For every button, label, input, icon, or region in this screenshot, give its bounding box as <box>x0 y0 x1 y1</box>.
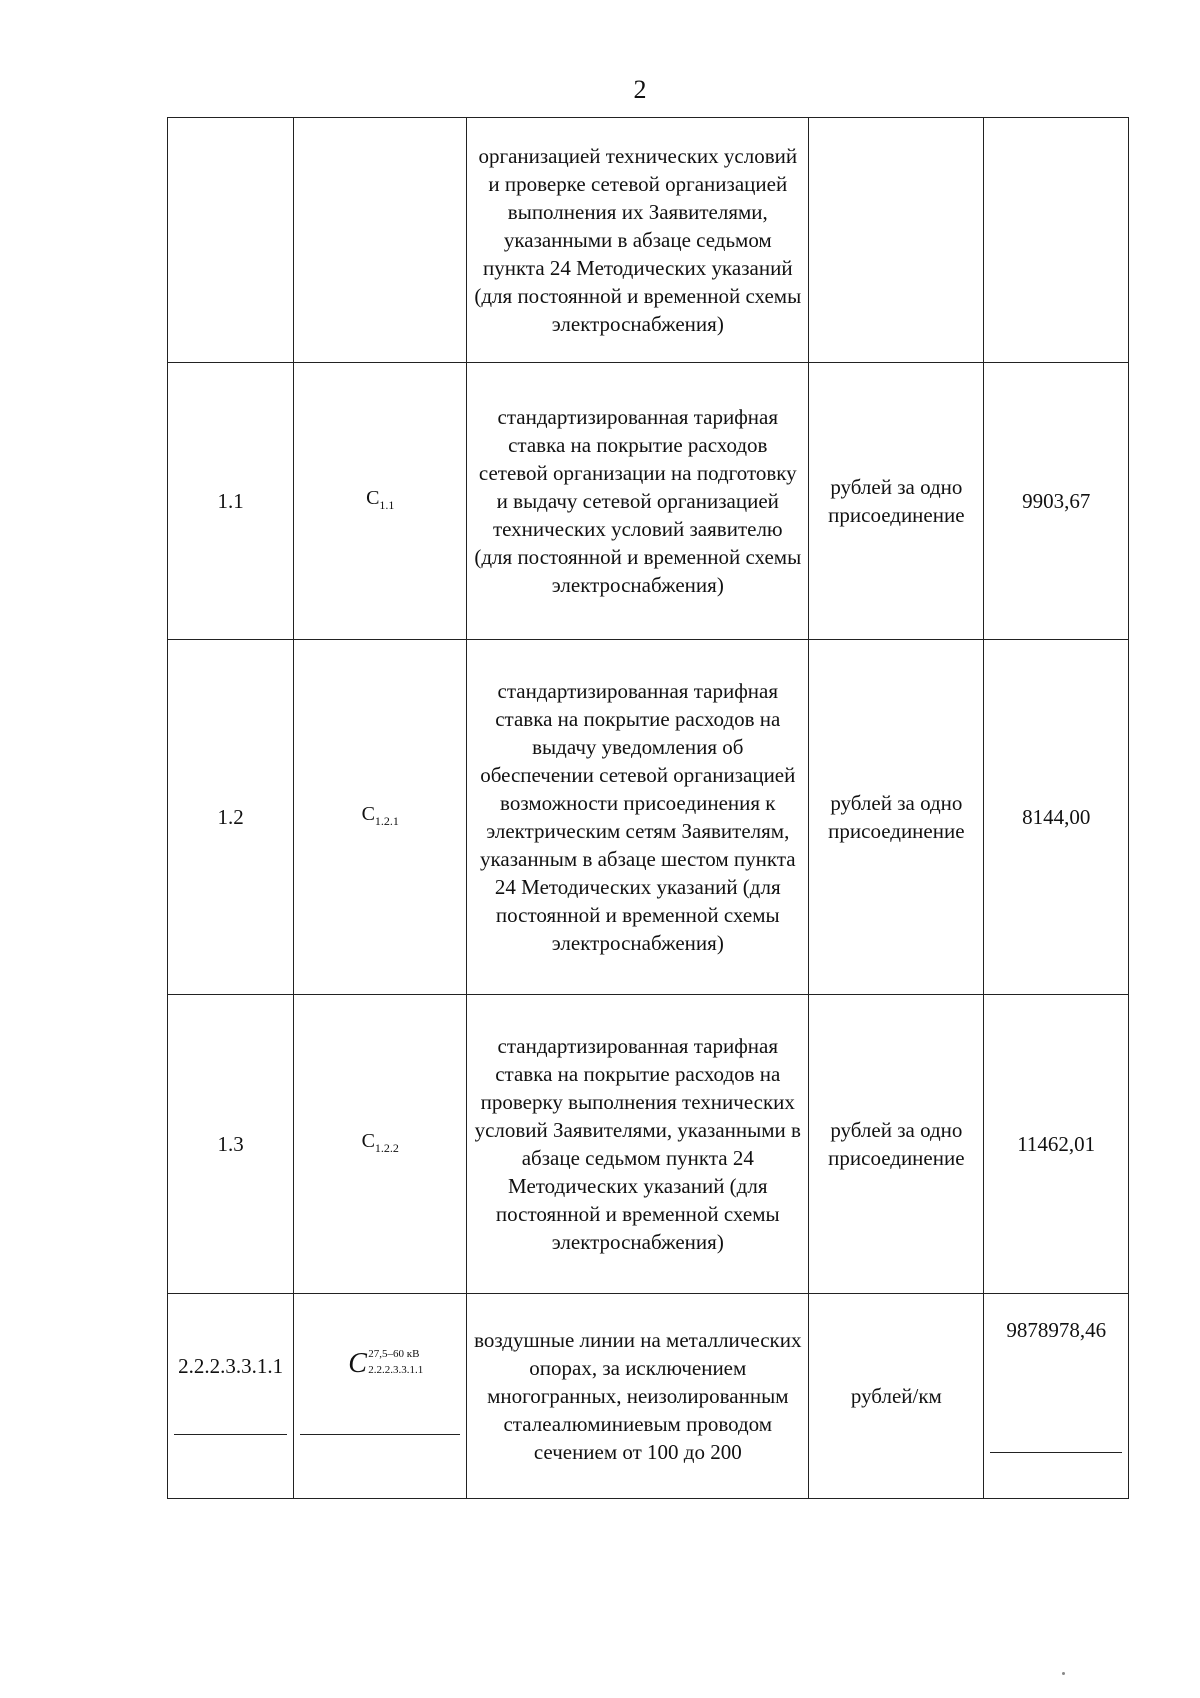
rate-code-superscript: 27,5–60 кВ <box>368 1348 420 1360</box>
rate-code <box>366 487 395 512</box>
unit-cell: рублей/км <box>809 1294 984 1499</box>
rate-code-base: C <box>366 487 380 509</box>
description-cell: стандартизированная тарифная ставка на покрытие расходов на проверку выполнения технических условий Заявителями, указанными в абзаце седьмом пункта 24 Методических указаний (для постоянной и временной схемы электроснабжения) <box>467 995 809 1294</box>
rate-code-subscript: 1.1 <box>379 498 395 512</box>
value-cell: 9903,67 <box>984 363 1129 640</box>
code-cell <box>294 1294 467 1499</box>
rate-formula <box>330 1346 430 1386</box>
row-number: 2.2.2.3.3.1.1 <box>174 1298 287 1435</box>
unit-cell: рублей за одно присоединение <box>809 995 984 1294</box>
value-cell <box>984 118 1129 363</box>
code-cell <box>294 640 467 995</box>
row-number-cell <box>168 1294 294 1499</box>
code-cell <box>294 118 467 363</box>
unit-cell: рублей за одно присоединение <box>809 640 984 995</box>
code-cell <box>294 363 467 640</box>
rate-code-subscript: 1.2.2 <box>374 1141 399 1155</box>
rate-code-base: C <box>361 803 375 825</box>
row-number-cell: 1.1 <box>168 363 294 640</box>
table-row <box>168 363 1129 640</box>
code-cell <box>294 995 467 1294</box>
table-row <box>168 640 1129 995</box>
value-cell <box>984 1294 1129 1499</box>
row-number-cell: 1.2 <box>168 640 294 995</box>
table-row <box>168 1294 1129 1499</box>
value: 9878978,46 <box>990 1298 1122 1453</box>
unit-cell: рублей за одно присоединение <box>809 363 984 640</box>
description-cell: стандартизированная тарифная ставка на покрытие расходов сетевой организации на подготовку и выдачу сетевой организацией технических условий заявителю (для постоянной и временной схемы электроснабжения) <box>467 363 809 640</box>
scan-speck <box>1062 1672 1065 1675</box>
rate-code-base: C <box>361 1130 375 1152</box>
page-number: 2 <box>633 75 647 104</box>
rate-code <box>361 803 399 828</box>
rate-code-subscript: 2.2.2.3.3.1.1 <box>368 1364 424 1376</box>
tariff-table <box>167 117 1129 1499</box>
description-cell: организацией технических условий и проверке сетевой организацией выполнения их Заявителями, указанными в абзаце седьмом пункта 24 Методических указаний (для постоянной и временной схемы электроснабжения) <box>467 118 809 363</box>
table-row <box>168 995 1129 1294</box>
rate-code-subscript: 1.2.1 <box>374 814 399 828</box>
description-cell: стандартизированная тарифная ставка на покрытие расходов на выдачу уведомления об обеспечении сетевой организацией возможности присоединения к электрическим сетям Заявителям, указанным в абзаце шестом пункта 24 Методических указаний (для постоянной и временной схемы электроснабжения) <box>467 640 809 995</box>
rate-code-base: C <box>348 1348 367 1379</box>
description-cell: воздушные линии на металлических опорах, за исключением многогранных, неизолированным сталеалюминиевым проводом сечением от 100 до 200 <box>467 1294 809 1499</box>
value-cell: 11462,01 <box>984 995 1129 1294</box>
row-number-cell <box>168 118 294 363</box>
table-row <box>168 118 1129 363</box>
unit-cell <box>809 118 984 363</box>
value-cell: 8144,00 <box>984 640 1129 995</box>
row-number-cell: 1.3 <box>168 995 294 1294</box>
rate-code <box>361 1130 399 1155</box>
